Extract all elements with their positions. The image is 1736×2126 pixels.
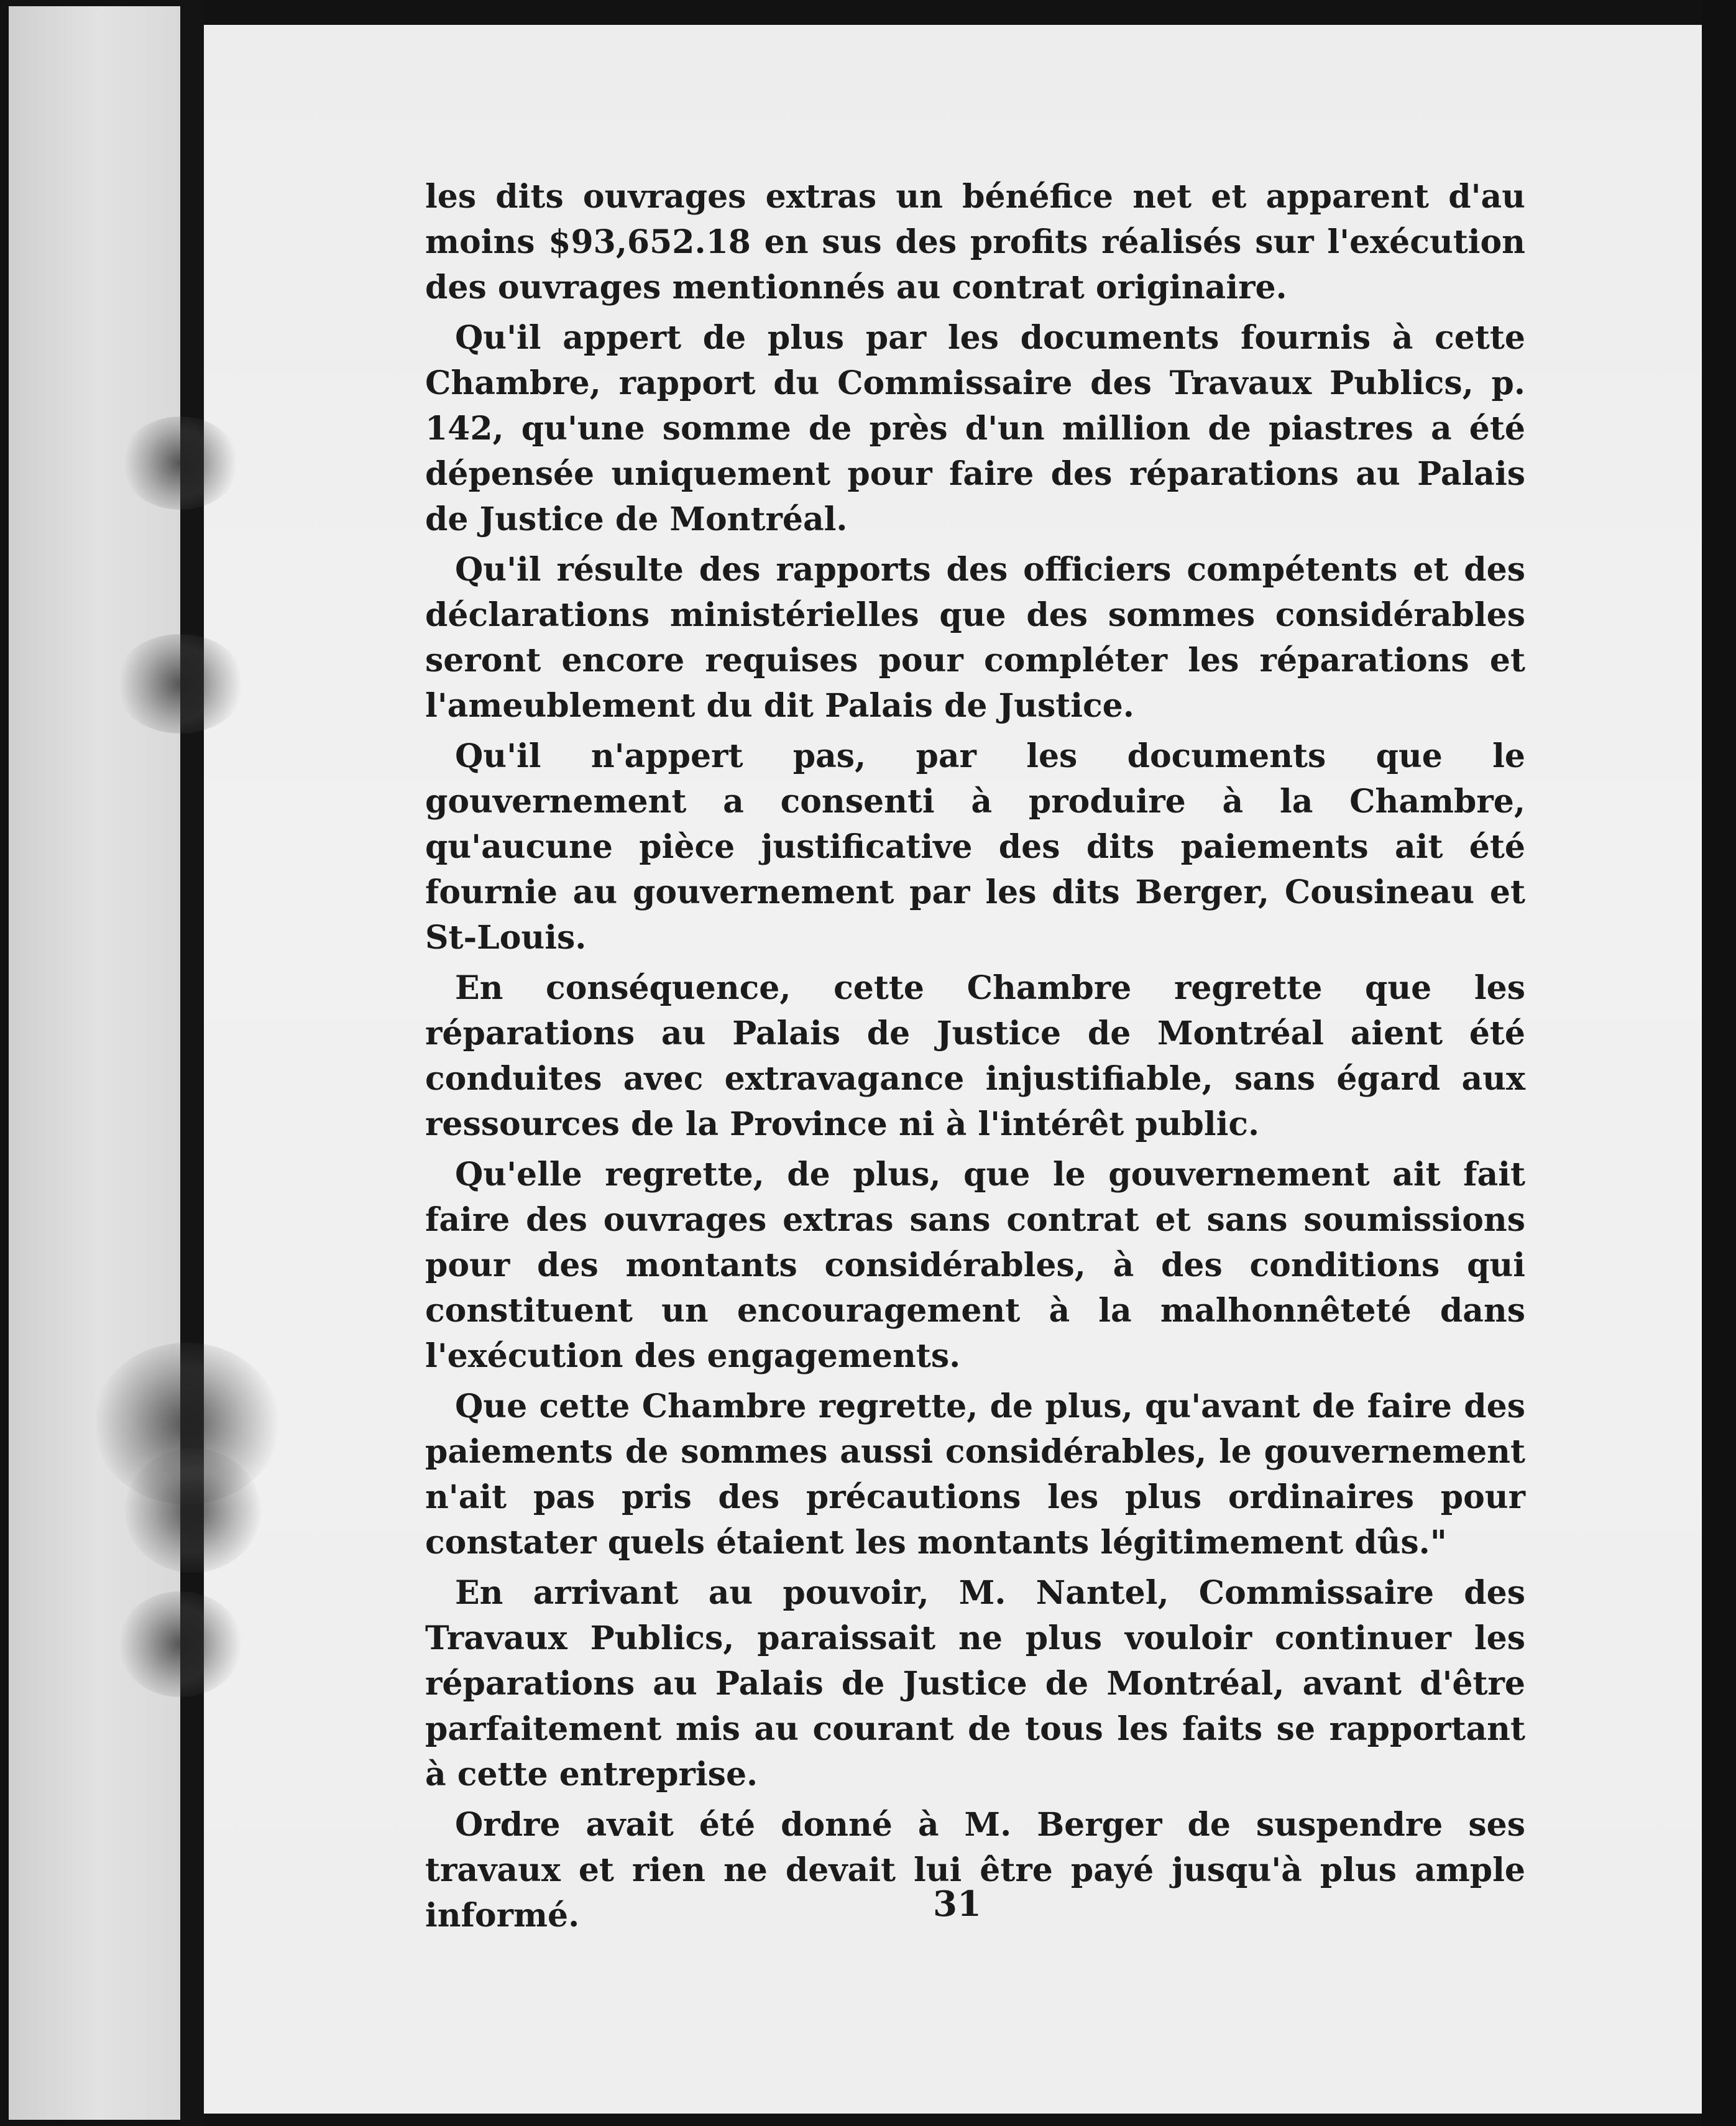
binding-shadow <box>180 0 204 2126</box>
right-edge-shadow <box>1702 0 1736 2126</box>
paragraph: Qu'elle regrette, de plus, que le gouvernement ait fait faire des ouvrages extras sans contrat et sans soumissions pour des montants considérables, à des conditions qui constituent un encouragement à la malhonnêteté dans l'exécution des engagements. <box>425 1156 1525 1375</box>
smudge-mark <box>121 416 239 510</box>
body-text <box>425 174 1525 1943</box>
paragraph: Qu'il appert de plus par les documents fournis à cette Chambre, rapport du Commissaire des Travaux Publics, p. 142, qu'une somme de près d'un million de piastres a été dépensée uniquement pour faire des réparations au Palais de Justice de Montréal. <box>425 319 1525 538</box>
paragraph: Qu'il n'appert pas, par les documents que le gouvernement a consenti à produire à la Chambre, qu'aucune pièce justificative des dits paiements ait été fournie au gouvernement par les dits Berger, Cousineau et St-Louis. <box>425 737 1525 957</box>
paragraph: Que cette Chambre regrette, de plus, qu'avant de faire des paiements de sommes aussi considérables, le gouvernement n'ait pas pris des précautions les plus ordinaires pour constater quels étaient les montants légitimement dûs." <box>425 1387 1525 1562</box>
paragraph: les dits ouvrages extras un bénéfice net et apparent d'au moins $93,652.18 en sus des profits réalisés sur l'exécution des ouvrages mentionnés au contrat originaire. <box>425 178 1525 306</box>
paragraph: Qu'il résulte des rapports des officiers compétents et des déclarations ministérielles que des sommes considérables seront encore requises pour compléter les réparations et l'ameublement du dit Palais de Justice. <box>425 551 1525 725</box>
paragraph: En conséquence, cette Chambre regrette que les réparations au Palais de Justice de Montréal aient été conduites avec extravagance injustifiable, sans égard aux ressources de la Province ni à l'intérêt public. <box>425 969 1525 1143</box>
smudge-mark <box>124 1448 261 1573</box>
page-number: 31 <box>933 1884 981 1925</box>
paragraph: En arrivant au pouvoir, M. Nantel, Commissaire des Travaux Publics, paraissait ne plus vouloir continuer les réparations au Palais de Justice de Montréal, avant d'être parfaitement mis au courant de tous les faits se rapportant à cette entreprise. <box>425 1574 1525 1793</box>
smudge-mark <box>118 1591 242 1697</box>
paragraph: Ordre avait été donné à M. Berger de suspendre ses travaux et rien ne devait lui être payé jusqu'à plus ample informé. <box>425 1806 1525 1935</box>
smudge-mark <box>115 634 246 734</box>
left-gutter <box>9 6 189 2120</box>
